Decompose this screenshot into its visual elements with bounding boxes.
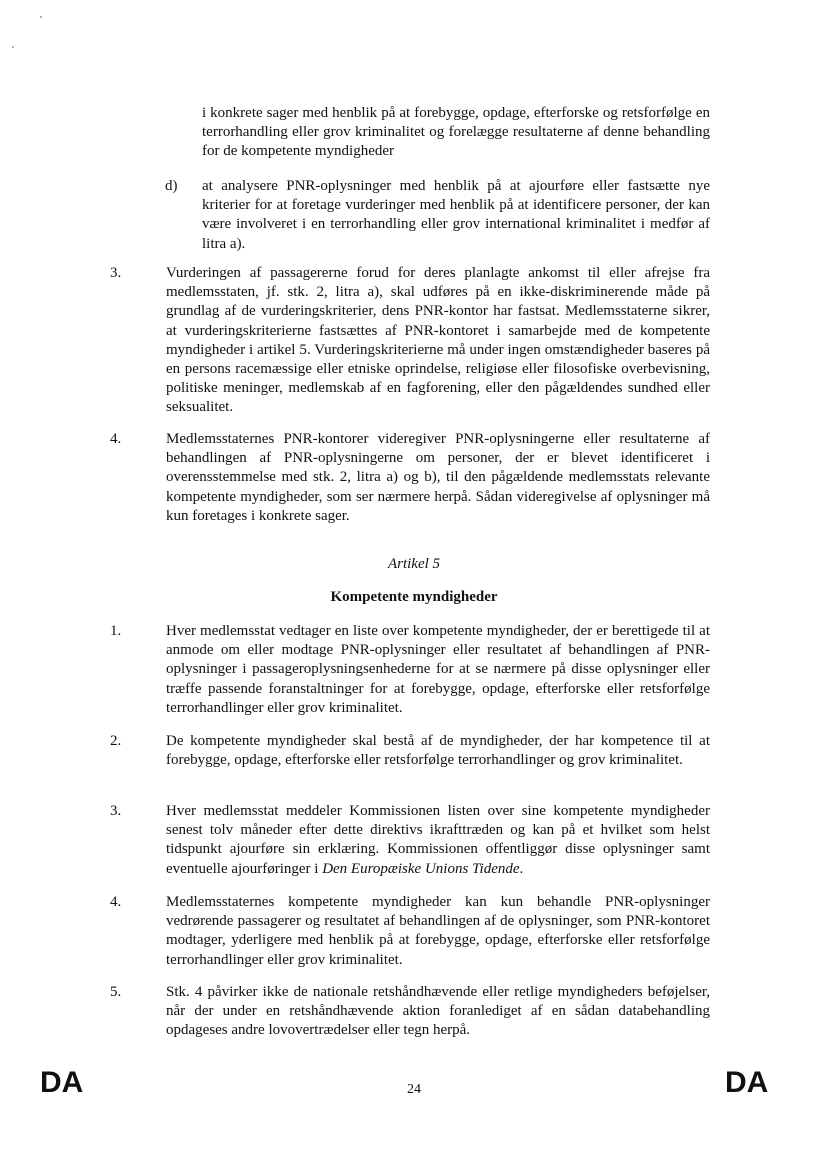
art4-paragraph: Vurderingen af passagererne forud for deres planlagte ankomst til eller afrejse fra medlemsstaten, jf. stk. 2, litra a), skal udføres på en ikke-diskriminerende måde på grundlag af de vurderingskriterier, dens PNR-kontor har fastsat. Medlemsstaterne sikrer, at vurderingskriterierne fastsættes af PNR-kontoret i samarbejde med de kompetente myndigheder i artikel 5. Vurderingskriterierne må under ingen omstændigheder baseres på en persons racemæssige eller etniske oprindelse, religiøse eller filosofiske overbevisning, politiske meninger, medlemskab af en fagforening, eller den pågældendes sundhed eller seksualitet. (166, 265, 710, 416)
scan-speck (40, 16, 42, 18)
art5-paragraph: De kompetente myndigheder skal bestå af de myndigheder, der har kompetence til at forebygge, opdage, efterforske eller retsforfølge terrorhandlinger og grov kriminalitet. (166, 733, 710, 769)
art5-paragraph: Medlemsstaternes kompetente myndigheder kan kun behandle PNR-oplysninger vedrørende passagerer og resultatet af behandlingen af de oplysninger, som PNR-kontoret modtager, yderligere med henblik på at forebygge, opdage, efterforske eller retsforfølge terrorhandlinger eller grov kriminalitet. (166, 894, 710, 968)
art5-item-number: 1. (110, 623, 122, 639)
art5-item-number: 2. (110, 733, 122, 749)
art5-item-3-end: . (519, 860, 524, 877)
art5-paragraph: Stk. 4 påvirker ikke de nationale retshåndhævende eller retlige myndigheders beføjelser, når der under en retshåndhævende aktion foranlediget af en sådan databehandling opdageses andre lovovertrædelser eller tegn herpå. (166, 984, 710, 1039)
scan-speck (12, 46, 14, 48)
intro-paragraph: i konkrete sager med henblik på at forebygge, opdage, efterforske og retsforfølge en terrorhandling eller grov kriminalitet og forelægge resultaterne af denne behandling for de kompetente myndigheder (202, 105, 710, 160)
art4-paragraph: Medlemsstaternes PNR-kontorer videregiver PNR-oplysningerne eller resultaterne af behandlingen af PNR-oplysningerne om personer, der er blevet identificeret i overensstemmelse med stk. 2, litra a) og b), til den pågældende medlemsstats relevante kompetente myndigheder, som ser nærmere herpå. Sådan videregivelse af oplysninger må kun foretages i konkrete sager. (166, 431, 710, 524)
art5-item-3-text: Hver medlemsstat meddeler Kommissionen listen over sine kompetente myndigheder senest tolv måneder efter dette direktivs ikrafttræden og kan på et hvilket som helst tidspunkt ajourføre sin erklæring. Kommissionen offentliggør disse oplysninger samt eventuelle ajourføringer i (166, 803, 710, 877)
article-title: Artikel 5 (387, 556, 441, 572)
art5-item-number: 5. (110, 984, 122, 1000)
item-d-paragraph: at analysere PNR-oplysninger med henblik på at ajourføre eller fastsætte nye kriterier for at foretage vurderinger med henblik på at identificere personer, der kan være involveret i en terrorhandling eller grov international kriminalitet i medfør af litra a). (202, 178, 710, 252)
journal-title: Den Europæiske Unions Tidende (322, 860, 520, 877)
art5-paragraph (166, 802, 710, 879)
art4-item-number: 3. (110, 265, 122, 281)
art4-item-number: 4. (110, 431, 122, 447)
language-code-right: DA (725, 1066, 769, 1099)
art5-paragraph: Hver medlemsstat vedtager en liste over kompetente myndigheder, der er berettigede til at anmode om eller modtage PNR-oplysninger eller resultatet af behandlingen af PNR-oplysninger i passageroplysningsenhederne for at se nærmere på disse oplysninger eller træffe passende foranstaltninger for at forebygge, opdage, efterforske eller retsforfølge terrorhandlinger eller grov kriminalitet. (166, 623, 710, 716)
language-code-left: DA (40, 1066, 84, 1099)
article-heading: Kompetente myndigheder (330, 589, 498, 605)
item-d-label: d) (165, 178, 178, 194)
page-number: 24 (407, 1082, 421, 1097)
art5-item-number: 4. (110, 894, 122, 910)
art5-item-number: 3. (110, 803, 122, 819)
